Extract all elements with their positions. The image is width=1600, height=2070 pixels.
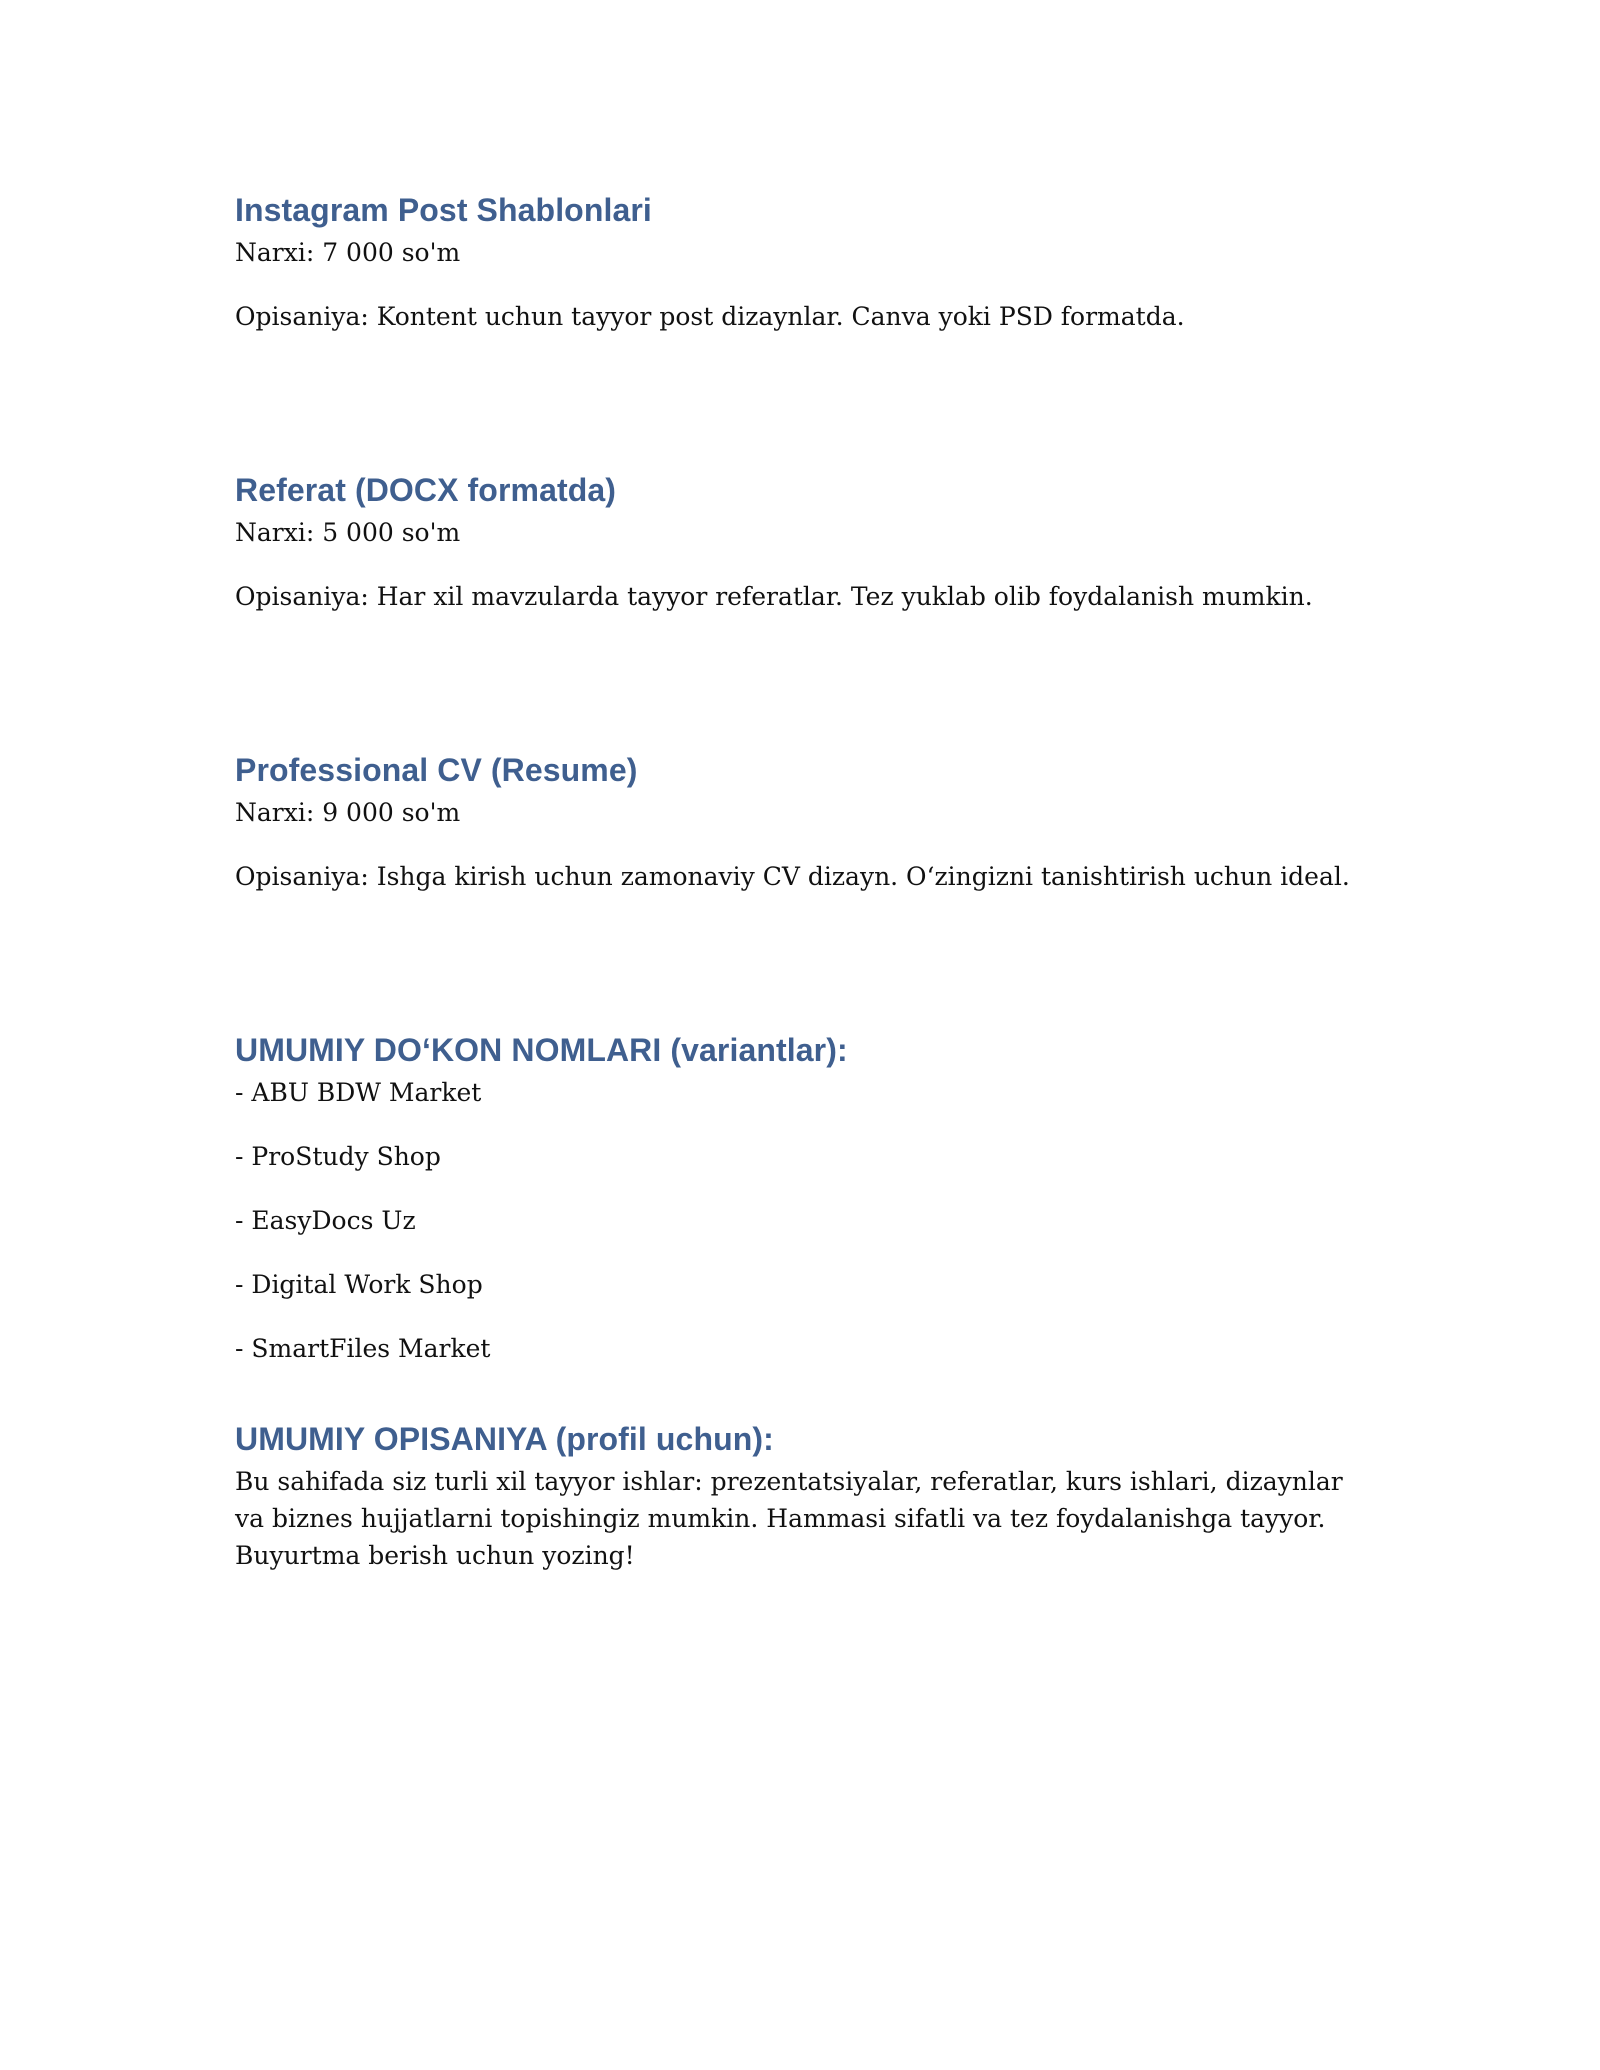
product-price: Narxi: 7 000 so'm xyxy=(235,238,461,267)
product-title: Professional CV (Resume) xyxy=(235,752,638,788)
product-professional-cv xyxy=(235,746,1370,1026)
product-description: Opisaniya: Har xil mavzularda tayyor referatlar. Tez yuklab olib foydalanish mumkin. xyxy=(235,582,1313,611)
shop-name-item: - ABU BDW Market xyxy=(235,1078,482,1107)
shop-name-item: - ProStudy Shop xyxy=(235,1142,441,1171)
product-description: Opisaniya: Kontent uchun tayyor post dizaynlar. Canva yoki PSD formatda. xyxy=(235,302,1185,331)
shop-names-title: UMUMIY DO‘KON NOMLARI (variantlar): xyxy=(235,1032,848,1068)
product-price: Narxi: 5 000 so'm xyxy=(235,518,461,547)
product-description: Opisaniya: Ishga kirish uchun zamonaviy CV dizayn. O‘zingizni tanishtirish uchun ideal. xyxy=(235,862,1350,891)
shop-name-item: - EasyDocs Uz xyxy=(235,1206,416,1235)
product-referat xyxy=(235,466,1370,746)
document-content xyxy=(235,186,1370,1574)
profile-title: UMUMIY OPISANIYA (profil uchun): xyxy=(235,1421,774,1457)
product-title: Instagram Post Shablonlari xyxy=(235,192,652,228)
profile-description: Bu sahifada siz turli xil tayyor ishlar: prezentatsiyalar, referatlar, kurs ishlari, dizaynlar va biznes hujjatlarni topishingiz mumkin. Hammasi sifatli va tez foydalanishga tayyor. Buyurtma berish uchun yozing! xyxy=(235,1467,1343,1570)
product-instagram-templates xyxy=(235,186,1370,466)
profile-description-section xyxy=(235,1415,1370,1574)
shop-names-section xyxy=(235,1026,1370,1367)
shop-name-item: - Digital Work Shop xyxy=(235,1270,483,1299)
shop-name-item: - SmartFiles Market xyxy=(235,1334,491,1363)
product-title: Referat (DOCX formatda) xyxy=(235,472,617,508)
product-price: Narxi: 9 000 so'm xyxy=(235,798,461,827)
